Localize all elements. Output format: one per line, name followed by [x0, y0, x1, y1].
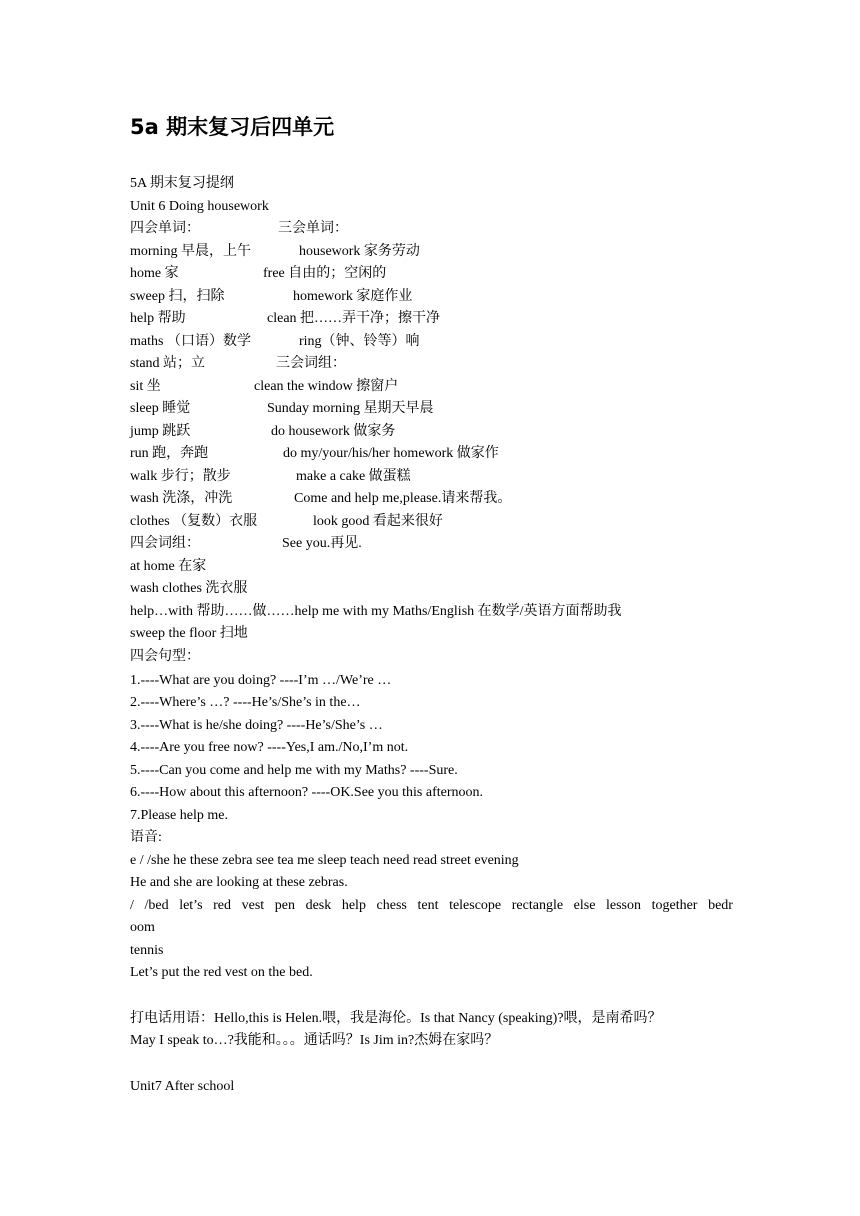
- vocab-right: ring（钟、铃等）响: [299, 334, 420, 349]
- vocab-left: run 跑，奔跑: [130, 446, 209, 461]
- phrase-line: wash clothes 洗衣服: [130, 581, 248, 596]
- vocab-right: look good 看起来很好: [313, 514, 443, 529]
- vocab-left: walk 步行；散步: [130, 469, 231, 484]
- vocab-right: housework 家务劳动: [299, 244, 420, 259]
- phonics-line: He and she are looking at these zebras.: [130, 875, 348, 890]
- phone-phrases-line: May I speak to…?我能和。。。通话吗？Is Jim in?杰姆在家吗？: [130, 1033, 499, 1048]
- three-skill-phrases-heading: 三会词组：: [276, 356, 346, 371]
- vocab-right: do my/your/his/her homework 做家作: [283, 446, 499, 461]
- vocab-row: [130, 286, 413, 308]
- vocab-row: [130, 308, 441, 330]
- vocab-left: home 家: [130, 266, 179, 281]
- sentence-pattern: 4.----Are you free now? ----Yes,I am./No,I’m not.: [130, 740, 409, 755]
- phonics-word-row: [130, 895, 733, 917]
- sentence-pattern: 5.----Can you come and help me with my Maths? ----Sure.: [130, 763, 458, 778]
- vocab-row: [130, 241, 420, 263]
- outline-heading: 5A 期末复习提纲: [130, 176, 234, 191]
- vocab-left: jump 跳跃: [130, 424, 191, 439]
- vocab-right: free 自由的；空闲的: [263, 266, 387, 281]
- phonics-word: lesson: [606, 898, 641, 913]
- phonics-word: /bed: [144, 898, 169, 913]
- vocab-row: [130, 511, 443, 533]
- vocab-row: [130, 331, 420, 353]
- vocab-row: [130, 398, 434, 420]
- vocab-row: [130, 443, 499, 465]
- phrase-line: at home 在家: [130, 559, 207, 574]
- sentence-patterns-heading: 四会句型：: [130, 649, 200, 664]
- vocab-left: sit 坐: [130, 379, 161, 394]
- unit-heading: Unit7 After school: [130, 1079, 235, 1094]
- phonics-word: desk: [305, 898, 332, 913]
- phonics-line: Let’s put the red vest on the bed.: [130, 965, 313, 980]
- vocab-row: [130, 353, 346, 375]
- phonics-word: rectangle: [511, 898, 564, 913]
- vocab-row: [130, 421, 396, 443]
- vocab-right: clean 把……弄干净；擦干净: [267, 311, 441, 326]
- sentence-pattern: 3.----What is he/she doing? ----He’s/She’s …: [130, 718, 383, 733]
- document-title: 5a 期末复习后四单元: [130, 115, 335, 139]
- vocab-left: maths （口语）数学: [130, 334, 251, 349]
- vocab-left: sweep 扫，扫除: [130, 289, 225, 304]
- unit-heading: Unit 6 Doing housework: [130, 199, 269, 214]
- sentence-pattern: 6.----How about this afternoon? ----OK.See you this afternoon.: [130, 785, 484, 800]
- vocab-row: [130, 376, 399, 398]
- vocab-row: [130, 533, 362, 555]
- vocab-right: See you.再见.: [282, 536, 362, 551]
- phonics-line: [130, 895, 733, 917]
- phonics-word: red: [213, 898, 232, 913]
- three-skill-words-heading: 三会单词：: [278, 221, 348, 236]
- phrase-line: help…with 帮助……做……help me with my Maths/English 在数学/英语方面帮助我: [130, 604, 622, 619]
- vocab-right: clean the window 擦窗户: [254, 379, 399, 394]
- phonics-word: let’s: [179, 898, 203, 913]
- vocab-row: [130, 263, 387, 285]
- phonics-word: telescope: [449, 898, 502, 913]
- phonics-line: tennis: [130, 943, 164, 958]
- vocab-row: [130, 218, 348, 240]
- vocab-left: clothes （复数）衣服: [130, 514, 258, 529]
- vocab-left: help 帮助: [130, 311, 186, 326]
- phonics-word: bedr: [708, 898, 733, 913]
- vocab-right: do housework 做家务: [271, 424, 396, 439]
- phonics-word: chess: [376, 898, 407, 913]
- vocab-right: Sunday morning 星期天早晨: [267, 401, 434, 416]
- vocab-row: [130, 466, 411, 488]
- phrase-line: sweep the floor 扫地: [130, 626, 248, 641]
- phonics-heading: 语音:: [130, 830, 162, 845]
- phonics-word: else: [573, 898, 596, 913]
- four-skill-words-heading: 四会单词：: [130, 221, 200, 236]
- phonics-word: pen: [274, 898, 295, 913]
- phonics-line: oom: [130, 920, 155, 935]
- vocab-row: [130, 488, 512, 510]
- phonics-word: tent: [417, 898, 439, 913]
- vocab-left: sleep 睡觉: [130, 401, 191, 416]
- vocab-right: Come and help me,please.请来帮我。: [294, 491, 512, 506]
- phonics-word: /: [130, 898, 134, 913]
- phonics-word: vest: [241, 898, 265, 913]
- vocab-right: make a cake 做蛋糕: [296, 469, 411, 484]
- phone-phrases-line: 打电话用语：Hello,this is Helen.喂，我是海伦。Is that Nancy (speaking)?喂，是南希吗？: [130, 1011, 662, 1026]
- vocab-left: morning 早晨，上午: [130, 244, 251, 259]
- phonics-word: together: [651, 898, 698, 913]
- vocab-right: homework 家庭作业: [293, 289, 413, 304]
- phonics-line: e / /she he these zebra see tea me sleep teach need read street evening: [130, 853, 519, 868]
- vocab-left: stand 站；立: [130, 356, 206, 371]
- sentence-pattern: 7.Please help me.: [130, 808, 228, 823]
- phonics-word: help: [341, 898, 366, 913]
- sentence-pattern: 2.----Where’s …? ----He’s/She’s in the…: [130, 695, 361, 710]
- vocab-left: wash 洗涤，冲洗: [130, 491, 233, 506]
- four-skill-phrases-heading: 四会词组：: [130, 536, 200, 551]
- sentence-pattern: 1.----What are you doing? ----I’m …/We’re …: [130, 673, 392, 688]
